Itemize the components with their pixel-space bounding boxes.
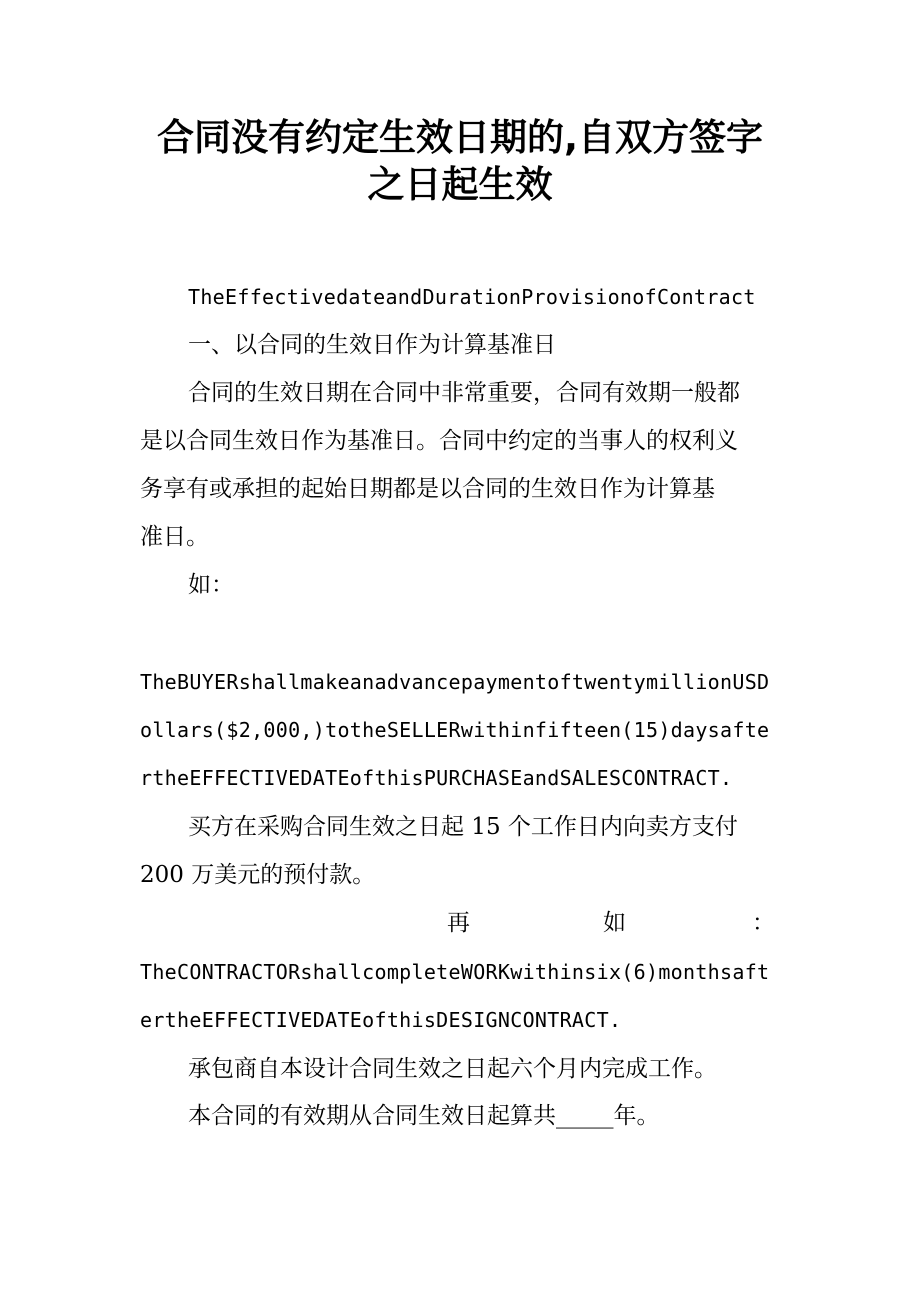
english-heading: TheEffectivedateandDurationProvisionofContract: [188, 285, 756, 309]
example2-label-char: 如: [603, 910, 626, 936]
example2-chinese-line: 承包商自本设计合同生效之日起六个月内完成工作。: [188, 1056, 717, 1082]
example-chinese-line: 200 万美元的预付款。: [140, 862, 376, 888]
example2-english-line: TheCONTRACTORshallcompleteWORKwithinsix(6)monthsaft: [140, 960, 770, 984]
section-heading: 一、以合同的生效日作为计算基准日: [188, 332, 556, 358]
paragraph-line: 务享有或承担的起始日期都是以合同的生效日作为计算基: [140, 476, 715, 502]
example2-label-char: 再: [447, 910, 470, 936]
paragraph-line: 是以合同生效日作为基准日。合同中约定的当事人的权利义: [140, 428, 738, 454]
document-title-line-2: 之日起生效: [367, 163, 553, 206]
document-title-line-1: 合同没有约定生效日期的,自双方签字: [156, 116, 764, 159]
example2-label-char: ：: [752, 910, 775, 936]
example-english-line: rtheEFFECTIVEDATEofthisPURCHASEandSALESCONTRACT.: [140, 766, 733, 790]
example2-english-line: ertheEFFECTIVEDATEofthisDESIGNCONTRACT.: [140, 1008, 622, 1032]
example-chinese-line: 买方在采购合同生效之日起 15 个工作日内向卖方支付: [188, 814, 738, 840]
paragraph-line: 合同的生效日期在合同中非常重要，合同有效期一般都: [188, 380, 740, 406]
duration-clause: 本合同的有效期从合同生效日起算共_____年。: [188, 1103, 660, 1129]
example-label: 如：: [188, 572, 234, 598]
example-english-line: TheBUYERshallmakeanadvancepaymentoftwentymillionUSD: [140, 670, 770, 694]
example-english-line: ollars($2,000,)totheSELLERwithinfifteen(15)daysafte: [140, 718, 770, 742]
paragraph-line: 准日。: [140, 524, 209, 550]
